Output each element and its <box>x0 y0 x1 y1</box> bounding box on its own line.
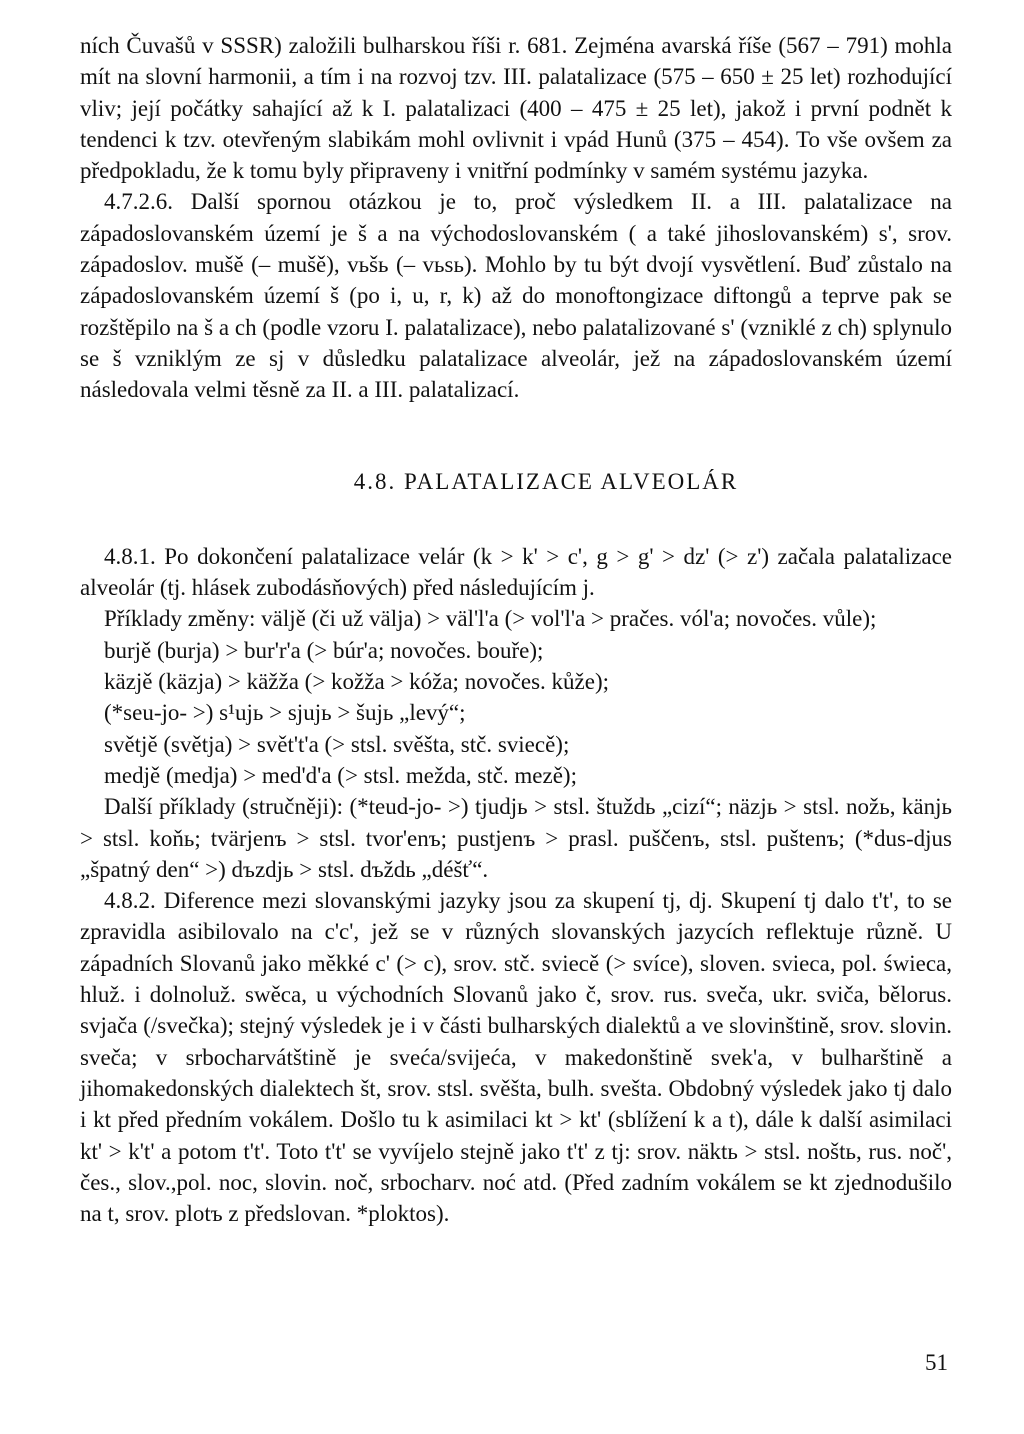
example-line: (*seu-jo- >) s¹ujь > sjujь > šujь „levý“; <box>104 700 466 726</box>
section-heading: 4.8. PALATALIZACE ALVEOLÁR <box>353 468 739 494</box>
paragraph-4-8-2: 4.8.2. Diference mezi slovanskými jazyky jsou za skupení tj, dj. Skupení tj dalo t't', to se zpravidla asibilovalo na c'c', jež se v různých slovanských jazycích reflektuje různě. U západních Slovanů jako měkké c' (> c), srov. stč. sviecě (> svíce), sloven. svieca, pol. świeca, hluž. i dolnoluž. swěca, u východních Slovanů jako č, srov. rus. sveča, ukr. sviča, bělorus. svjača (/svečka); stejný výsledek je i v části bulharských dialektů a ve slovinštině, srov. slovin. sveča; v srbocharvátštině je sveća/svijeća, v makedonštině svek'a, v bulharštině a jihomakedonských dialektech št, srov. stsl. svěšta, bulh. svešta. Obdobný výsledek jako tj dalo i kt před předním vokálem. Došlo tu k asimilaci kt > kt' (sblížení k a t), dále k další asimilaci kt' > k't' a potom t't'. Toto t't' se vyvíjelo stejně jako t't' z tj: srov. näktь > stsl. noštь, rus. noč', čes., slov.,pol. noc, slovin. noč, srbocharv. noć atd. (Před zadním vokálem se kt zjednodušilo na t, srov. plotъ z předslovan. *ploktos). <box>80 888 952 1227</box>
paragraph-4-8-1: 4.8.1. Po dokončení palatalizace velár (k > k' > c', g > g' > dz' (> z') začala palatalizace alveolár (tj. hlásek zubodásňových) před následujícím j. <box>80 543 952 601</box>
page-number: 51 <box>925 1350 948 1375</box>
paragraph-more-examples: Další příklady (stručněji): (*teud-jo- >) tjudjь > stsl. štuždь „cizí“; näzjь > stsl. nožь, känjь > stsl. koňь; tvärjenъ > stsl. tvor'enъ; pustjenъ > prasl. puščenъ, stsl. puštenъ; (*dus-djus „špatný den“ >) dъzdjь > stsl. dъždь „déšť“. <box>80 794 952 882</box>
example-line: burjě (burja) > bur'r'a (> búr'a; novočes. bouře); <box>104 637 544 663</box>
page-body <box>80 30 952 1229</box>
example-line: käzjě (käzja) > käžža (> kožža > kóža; novočes. kůže); <box>104 669 610 695</box>
example-line: světjě (světja) > svět't'a (> stsl. svěšta, stč. sviecě); <box>104 731 570 757</box>
example-line: medjě (medja) > med'd'a (> stsl. mežda, stč. mezě); <box>104 762 577 788</box>
paragraph-4-7-2-6: 4.7.2.6. Další spornou otázkou je to, proč výsledkem II. a III. palatalizace na západoslovanském území je š a na východoslovanském ( a také jihoslovanském) s', srov. západoslov. mušě (– mušě), vьšь (– vьsь). Mohlo by tu být dvojí vysvětlení. Buď zůstalo na západoslovanském území š (po i, u, r, k) až do monoftongizace diftongů a teprve pak se rozštěpilo na š a ch (podle vzoru I. palatalizace), nebo palatalizované s' (vzniklé z ch) splynulo se š vzniklým ze sj v důsledku palatalizace alveolár, jež na západoslovanském území následovala velmi těsně za II. a III. palatalizací. <box>80 189 952 403</box>
paragraph-continuation: ních Čuvašů v SSSR) založili bulharskou říši r. 681. Zejména avarská říše (567 – 791) mohla mít na slovní harmonii, a tím i na rozvoj tzv. III. palatalizace (575 – 650 ± 25 let) rozhodující vliv; její počátky sahající až k I. palatalizaci (400 – 475 ± 25 let), jakož i první podnět k tendenci k tzv. otevřeným slabikám mohl ovlivnit i vpád Hunů (375 – 454). To vše ovšem za předpokladu, že k tomu byly připraveny i vnitřní podmínky v samém systému jazyka. <box>80 33 952 184</box>
examples-intro: Příklady změny: väljě (či už välja) > väl'l'a (> vol'l'a > pračes. vól'a; novočes. vůle); <box>104 606 877 632</box>
